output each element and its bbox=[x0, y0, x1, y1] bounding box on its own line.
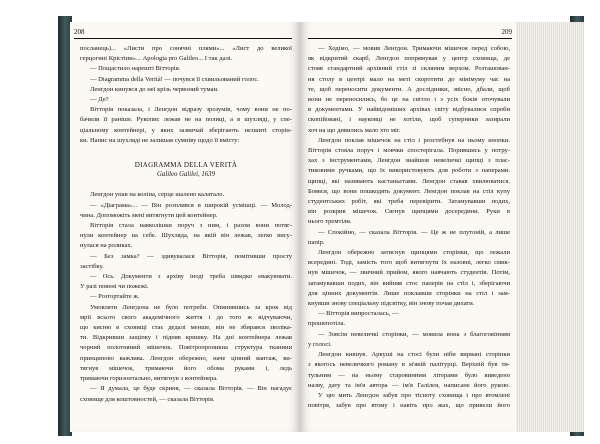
text-line: мрії всього свого академічного життя і до того ж відчуваючи, bbox=[80, 313, 292, 321]
text-line: як відкритий скарб, Ленгдон попрямував у центр сховища, де bbox=[308, 55, 510, 63]
text-line: ціальному контейнері, у яких зазвичай зберігають незшиті сторін- bbox=[80, 126, 292, 134]
text-line: папір. bbox=[308, 238, 325, 246]
text-line: — Спокійно, — сказала Вітторія. — Це ж не плутоній, а лише bbox=[318, 228, 510, 236]
text-line: прошепотіла. bbox=[308, 320, 346, 328]
text-line: для цінних документів. Лише поклавши сторінки на стіл і зам- bbox=[308, 289, 510, 297]
text-line: затамувавши подих, він вийняв стос паперів на стіл і, зберігаючи bbox=[308, 279, 510, 287]
left-page-text bbox=[80, 44, 292, 428]
text-line: у голосі. bbox=[308, 340, 332, 348]
text-line: що кисню в сховищі стає дедалі менше, він не збирався зволіка- bbox=[80, 324, 292, 332]
text-line: тягнув мішечок, тримаючи його обома руками і, ледь bbox=[80, 364, 292, 372]
text-line: нули контейнер на себе. Шухляда, на якій він лежав, легко вису- bbox=[80, 232, 292, 240]
text-line: бачили її раніше. Рукопис лежав не на полиці, а в шухляді, у спе- bbox=[80, 116, 292, 124]
text-line: сховище для коштовностей, — сказала Вітторія. bbox=[80, 395, 215, 403]
text-line: ня столу в центрі мало на меті скоротити до мінімуму час на bbox=[308, 75, 510, 83]
text-line: хоч на що дивились мало хто міг. bbox=[308, 126, 401, 134]
text-line: тримаючи горизонтально, витягнув з контейнера. bbox=[80, 375, 218, 383]
text-line: з якогось невеличкого роману в м'якій палітурці. Верхній був ти- bbox=[308, 361, 510, 369]
document-subtitle: Galileo Galilei, 1639 bbox=[157, 171, 215, 179]
text-line: він розкрив мішечок. Сягнув щипцями досередини. Руки в bbox=[308, 208, 510, 216]
text-line: — Де? bbox=[90, 96, 109, 104]
text-line: — Вітторія випросталась, — bbox=[318, 310, 399, 318]
text-line: — Diagramma della Verità! — почувся її схвильований голос. bbox=[90, 75, 259, 83]
text-line: Ленгдон кивнув. Аркуші на стосі були ніби вирвані сторінки bbox=[318, 351, 510, 359]
text-line: Ленгдон упав на коліна, серце шалено калатало. bbox=[90, 191, 225, 199]
text-line: в документами. У найвідоміших архівах світу відбувалися спроби bbox=[308, 106, 510, 114]
text-line: щипці, які називають кастаньетами. Ленгдон ставав хвилюватися. bbox=[308, 177, 510, 185]
text-line: Вітторія стала навколішки поруч з ним, і разом вони потяг- bbox=[90, 222, 292, 230]
text-line: Ленгдон поклав мішечок на стіл і розстебнув на ньому кнопки. bbox=[318, 136, 510, 144]
text-line: нього тремтіли. bbox=[308, 218, 352, 226]
text-line: вони не переносились, бо це на світло і з усіх боків оточували bbox=[308, 96, 510, 104]
text-line: У разі повені чи пожежі. bbox=[80, 283, 149, 291]
page-number-right: 209 bbox=[501, 28, 512, 36]
text-line: — Ходімо, — мовив Ленгдон. Тримаючи мішечок перед собою, bbox=[318, 45, 510, 52]
text-line: — Пощастило нарешті Вітторія. bbox=[90, 65, 181, 73]
text-line: Умовляти Ленгдона не було потреби. Опинившись за крок від bbox=[90, 303, 292, 311]
text-line: У цю мить Ленгдон забув про тісноту сховища і про втомлені bbox=[318, 391, 510, 399]
text-line bbox=[80, 146, 292, 156]
document-title: DIAGRAMMA DELLA VERITÀ bbox=[134, 161, 238, 170]
text-line: ти. Відкривши защіпку і підняв кришку. На дні контейнера лежав bbox=[80, 334, 292, 342]
text-line: — Я думала, це буде скриня, — сказала Вітторія. — Він нагадує bbox=[90, 385, 292, 393]
text-line: всередині. Тоді, замість того щоб витягнути їх назовні, легко смик- bbox=[308, 259, 510, 267]
text-line: чина. Допоможіть мені витягнути цей контейнер. bbox=[80, 211, 218, 219]
text-line: повітря, забув про втому і навіть про жах, що привели його bbox=[308, 402, 510, 410]
page-edges bbox=[516, 22, 584, 432]
text-line: назву, дату та ім'я автора — ім'я Галілея, написане його рукою. bbox=[308, 381, 510, 389]
text-line: кнувши знову спеціальну підсвітку, він знову почав дихати. bbox=[308, 300, 475, 308]
text-line: — Розгортайте ж. bbox=[90, 293, 140, 301]
text-line: тульним — на ньому старовинним літерами було виведено bbox=[308, 371, 510, 379]
text-line: стояв стандартний архівний стіл зі скляним верхом. Розташован- bbox=[308, 65, 510, 73]
header-rule-left bbox=[74, 38, 292, 39]
text-line: Вітторія показала, і Ленгдон відразу зрозумів, чому вони не по- bbox=[90, 106, 292, 114]
header-rule-right bbox=[308, 38, 512, 39]
text-line: тиковими ручками, що їх використовують для роботи з паперами. bbox=[308, 167, 510, 175]
text-line: ки. Напис на шухляді не залишав сумніву щодо її вмісту: bbox=[80, 136, 240, 144]
text-line: посланець)... «Листи про сонячні плями»... «Лист до великої bbox=[80, 45, 292, 52]
text-line: принципово важлива. Ленгдон обережно, наче цінний вантаж, ви- bbox=[80, 354, 292, 362]
text-line: нулася на роликах. bbox=[80, 242, 133, 250]
text-line: — Зовсім невеличкі сторінки, — мовила вона з благоговінням bbox=[318, 330, 510, 338]
page-number-left: 208 bbox=[74, 28, 85, 36]
right-page bbox=[300, 22, 516, 432]
text-line: хах з інструментами, Ленгдон знайшов невеличкі щипці з плас- bbox=[308, 157, 510, 165]
text-line: скопійовані, і науковці не хотіли, щоб суперники зазирали bbox=[308, 116, 510, 124]
text-line: студентських робіт, які треба перевірити. Затамувавши подих, bbox=[308, 198, 510, 206]
text-line: Ленгдон обережно затиснув щипцями сторінки, що лежали bbox=[318, 249, 510, 257]
right-page-text bbox=[308, 44, 510, 428]
text-line: застібку. bbox=[80, 262, 104, 270]
text-line: чорний полотняний мішечок. Повітропроникна структура тканини bbox=[80, 344, 292, 352]
text-line: — Ось. Документи з архіву іноді треба швидко евакуювати. bbox=[90, 273, 292, 281]
text-line: — Без замка? — здивувалася Вітторія, помітивши просту bbox=[90, 252, 292, 260]
text-line: Боявся, що вони пошкодять документ. Ленгдон поклав на стіл купу bbox=[308, 187, 510, 195]
text-line: те, щоб переносити документи. А дослідники, звісно, дбали, щоб bbox=[308, 85, 510, 93]
text-line: нув мішечок, — звичний прийом, якого навчають студентів. Потім, bbox=[308, 269, 510, 277]
left-page bbox=[70, 22, 301, 432]
text-line: герцогині Крістіни»... Apologia pro Galileo... І так далі. bbox=[80, 55, 233, 63]
text-line: Вітторія стояла поруч і мовчки спостерігала. Порившись у потру- bbox=[308, 147, 510, 155]
text-line: Ленгдон кинувся до неї крізь червоний туман. bbox=[90, 85, 219, 93]
text-line: — «Діаграма»... — Він розплився в широкій усмішці. — Молод- bbox=[90, 201, 292, 209]
